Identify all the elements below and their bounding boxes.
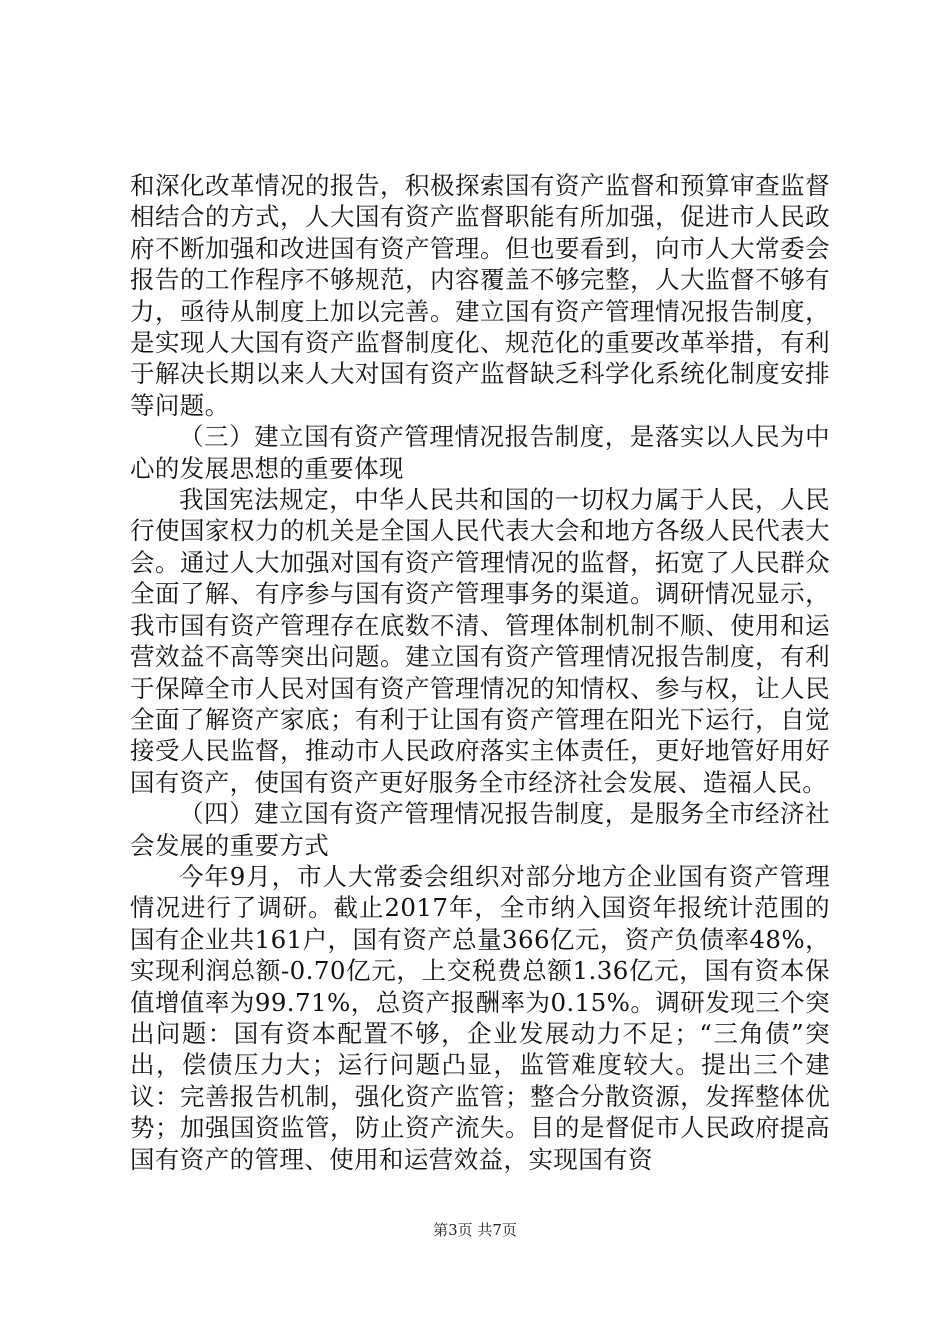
section-heading-4: （四）建立国有资产管理情况报告制度，是服务全市经济社会发展的重要方式 xyxy=(130,799,830,860)
document-body xyxy=(130,170,830,1175)
page-footer: 第3页 共7页 xyxy=(433,1221,517,1239)
paragraph-continuation: 和深化改革情况的报告，积极探索国有资产监督和预算审查监督相结合的方式，人大国有资产监督职能有所加强，促进市人民政府不断加强和改进国有资产管理。但也要看到，向市人大常委会报告的工作程序不够规范，内容覆盖不够完整，人大监督不够有力，亟待从制度上加以完善。建立国有资产管理情况报告制度，是实现人大国有资产监督制度化、规范化的重要改革举措，有利于解决长期以来人大对国有资产监督缺乏科学化系统化制度安排等问题。 xyxy=(130,171,830,420)
paragraph-constitution: 我国宪法规定，中华人民共和国的一切权力属于人民，人民行使国家权力的机关是全国人民代表大会和地方各级人民代表大会。通过人大加强对国有资产管理情况的监督，拓宽了人民群众全面了解、有序参与国有资产管理事务的渠道。调研情况显示，我市国有资产管理存在底数不清、管理体制机制不顺、使用和运营效益不高等突出问题。建立国有资产管理情况报告制度，有利于保障全市人民对国有资产管理情况的知情权、参与权，让人民全面了解资产家底；有利于让国有资产管理在阳光下运行，自觉接受人民监督，推动市人民政府落实主体责任，更好地管好用好国有资产，使国有资产更好服务全市经济社会发展、造福人民。 xyxy=(130,485,830,797)
section-heading-3: （三）建立国有资产管理情况报告制度，是落实以人民为中心的发展思想的重要体现 xyxy=(130,422,830,483)
paragraph-survey: 今年9月，市人大常委会组织对部分地方企业国有资产管理情况进行了调研。截止2017年，全市纳入国资年报统计范围的国有企业共161户，国有资产总量366亿元，资产负债率48%，实现利润总额-0.70亿元，上交税费总额1.36亿元，国有资本保值增值率为99.71%，总资产报酬率为0.15%。调研发现三个突出问题：国有资本配置不够，企业发展动力不足；“三角债”突出，偿债压力大；运行问题凸显，监管难度较大。提出三个建议：完善报告机制，强化资产监管；整合分散资源，发挥整体优势；加强国资监管，防止资产流失。目的是督促市人民政府提高国有资产的管理、使用和运营效益，实现国有资 xyxy=(130,861,830,1174)
